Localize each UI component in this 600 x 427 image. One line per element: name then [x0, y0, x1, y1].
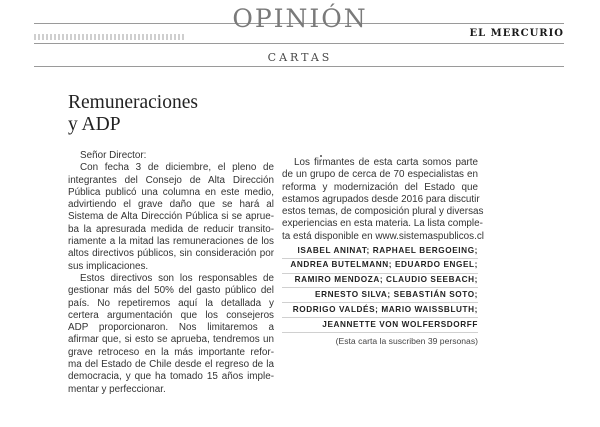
signature-line — [282, 274, 478, 289]
signature-line — [282, 288, 478, 303]
body-line: estos temas, de composición plural y diversas — [282, 206, 484, 218]
masthead-bottom-rule — [34, 66, 564, 67]
signature-names: ERNESTO SILVA; SEBASTIÁN SOTO; — [315, 289, 478, 299]
masthead-middle-rule — [34, 43, 564, 44]
body-line: estamos agrupados desde 2016 para discutir — [282, 193, 480, 205]
signature-line — [282, 259, 478, 274]
signatures-block — [282, 244, 478, 333]
body-line: experiencias en esta materia. La lista comple- — [282, 218, 483, 230]
body-line: reforma y modernización del Estado que — [282, 181, 478, 193]
body-line: sus implicaciones. — [68, 260, 149, 272]
body-line: grave retroceso en la más importante refor- — [68, 346, 274, 358]
body-line: Pública publicó una columna en este medio, — [68, 186, 274, 198]
body-line: ma del Estado de Chile desde el regreso de la — [68, 359, 274, 371]
signatories-note: (Esta carta la suscriben 39 personas) — [335, 335, 478, 346]
signature-line — [282, 318, 478, 333]
salutation: Señor Director: — [80, 150, 147, 161]
signature-names: RODRIGO VALDÉS; MARIO WAISSBLUTH; — [292, 304, 478, 314]
masthead-left-decoration — [34, 34, 184, 40]
body-line: Con fecha 3 de diciembre, el pleno de — [80, 162, 274, 174]
section-title: OPINIÓN — [232, 4, 368, 33]
letter-column-left — [68, 150, 274, 396]
signature-line — [282, 303, 478, 318]
body-line: Sistema de Alta Dirección Pública si se aprue- — [68, 211, 274, 223]
body-line: Los firmantes de esta carta somos parte — [294, 157, 478, 168]
article-headline — [68, 92, 288, 136]
body-line: ba la apresurada medida de reducir transito- — [68, 223, 274, 235]
body-line: ta está disponible en www.sistemaspublicos.cl — [282, 230, 484, 242]
signature-names: JEANNETTE VON WOLFERSDORFF — [322, 319, 478, 329]
signature-names: ISABEL ANINAT; RAPHAEL BERGOEING; — [297, 245, 478, 255]
signature-names: RAMIRO MENDOZA; CLAUDIO SEEBACH; — [294, 275, 478, 285]
body-line: ADP proporcionaron. Nos limitaremos a — [68, 322, 274, 334]
body-line: afirmar que, si esto se aprueba, tendremos un — [68, 334, 274, 346]
body-line: integrantes del Consejo de Alta Dirección — [68, 174, 274, 186]
body-line: altos directivos públicos, sin consideración por — [68, 248, 274, 260]
body-line: certera argumentación que los consejeros — [68, 309, 274, 321]
signature-line — [282, 244, 478, 259]
headline-line: y ADP — [68, 114, 121, 135]
body-line: de un grupo de cerca de 70 especialistas en — [282, 169, 478, 181]
newspaper-name: EL MERCURIO — [469, 28, 564, 39]
letter-column-right — [282, 157, 484, 347]
body-line: Estos directivos son los responsables de — [80, 272, 274, 284]
body-line: país. No repetiremos aquí la detallada y — [68, 297, 274, 309]
body-line: advirtiendo el grave daño que se hará al — [68, 199, 274, 211]
subsection-title: CARTAS — [267, 51, 333, 64]
body-line: democracia, y que ha tomado 15 años imple- — [68, 371, 274, 383]
body-line: riamente a la mitad las remuneraciones de los — [68, 236, 274, 248]
body-line: mentar y perfeccionar. — [68, 383, 166, 395]
body-line: gestionar más del 50% del gasto público del — [68, 285, 274, 297]
headline-line: Remuneraciones — [68, 92, 198, 113]
signature-names: ANDREA BUTELMANN; EDUARDO ENGEL; — [290, 260, 478, 270]
